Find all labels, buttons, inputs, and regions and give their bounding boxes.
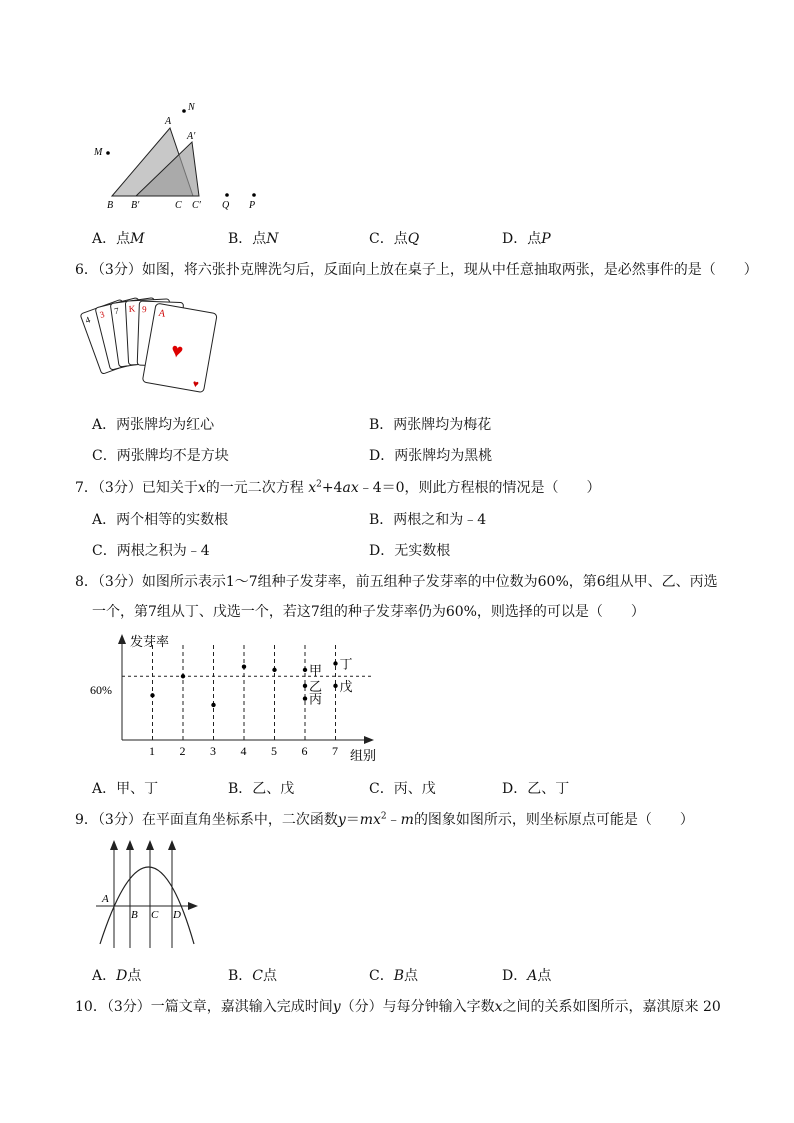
data-point <box>242 664 246 668</box>
data-point <box>181 674 185 678</box>
point-label: 丙 <box>309 691 323 707</box>
q9-option-b[interactable]: B．C点 <box>228 968 278 984</box>
x-tick-label: 7 <box>332 744 338 758</box>
data-point <box>272 668 276 672</box>
heart-icon: ♥ <box>169 339 185 364</box>
point-p <box>252 193 256 197</box>
label-a: A <box>102 893 109 905</box>
svg-text:♥: ♥ <box>191 378 200 391</box>
q8-stem-line-2: 一个，第7组从丁、戊选一个，若这7组的种子发芽率仍为60%，则选择的可以是（ ） <box>92 604 645 620</box>
data-point <box>211 703 215 707</box>
q7-stem: 7．（3分）已知关于x的一元二次方程 $x^2+4ax﹣4=0$，则此方程根的情况是（ ） <box>75 479 601 496</box>
point-label: 甲 <box>309 662 323 678</box>
label-q: Q <box>222 200 230 211</box>
data-point <box>333 661 337 665</box>
q7-option-c[interactable]: C．两根之积为﹣4 <box>92 543 210 559</box>
q7-option-d[interactable]: D．无实数根 <box>369 543 451 559</box>
label-d: D <box>173 909 181 921</box>
x-tick-label: 4 <box>240 744 247 758</box>
x-tick-label: 6 <box>301 744 308 758</box>
q5-option-c[interactable]: C．点Q <box>369 231 420 247</box>
q6-option-a[interactable]: A．两张牌均为红心 <box>92 417 215 433</box>
y-axis-label: 发芽率 <box>130 634 170 649</box>
q8-option-c[interactable]: C．丙、戊 <box>369 781 436 797</box>
q9-equation: $y=mx^2﹣m$ <box>337 811 414 828</box>
q5-triangle-figure <box>88 100 278 215</box>
x-tick-label: 3 <box>210 744 216 758</box>
data-point <box>303 684 307 688</box>
q5-option-d[interactable]: D．点P <box>502 231 551 247</box>
point-label: 丁 <box>339 656 353 672</box>
q8-option-d[interactable]: D．乙、丁 <box>502 781 570 797</box>
x-axis-label: 组别 <box>350 748 377 763</box>
q9-stem: 9．（3分）在平面直角坐标系中，二次函数$y=mx^2﹣m$的图象如图所示，则坐标原点可能是（ ） <box>75 811 694 828</box>
label-c-prime: C′ <box>192 200 201 211</box>
q6-option-d[interactable]: D．两张牌均为黑桃 <box>369 448 493 464</box>
svg-text:7: 7 <box>113 305 120 317</box>
point-n <box>182 109 186 113</box>
svg-text:K: K <box>128 303 136 314</box>
q5-option-a[interactable]: A．点M <box>92 231 145 247</box>
x-tick-label: 5 <box>271 744 277 758</box>
label-c: C <box>175 200 182 211</box>
svg-text:A: A <box>157 307 167 320</box>
point-label: 戊 <box>339 678 353 694</box>
q8-option-b[interactable]: B．乙、戊 <box>228 781 295 797</box>
card-6-heart-ace <box>142 303 217 393</box>
y-reference-label: 60% <box>90 683 112 697</box>
label-a-prime: A′ <box>187 131 196 142</box>
q6-option-c[interactable]: C．两张牌均不是方块 <box>92 448 229 464</box>
svg-text:9: 9 <box>141 304 147 315</box>
label-a: A <box>165 116 172 127</box>
q10-stem: 10．（3分）一篇文章，嘉淇输入完成时间y（分）与每分钟输入字数x之间的关系如图所示，嘉淇原来 20 <box>75 999 721 1015</box>
data-point <box>303 696 307 700</box>
x-tick-label: 2 <box>179 744 186 758</box>
y-axis-arrow <box>118 634 126 644</box>
label-c: C <box>151 909 159 921</box>
q8-stem-line-1: 8．（3分）如图所示表示1～7组种子发芽率，前五组种子发芽率的中位数为60%，第6组从甲、乙、丙选 <box>75 574 718 590</box>
x-axis-arrow <box>364 736 374 744</box>
data-point <box>333 684 337 688</box>
label-n: N <box>188 102 195 113</box>
q9-option-c[interactable]: C．B点 <box>369 968 419 984</box>
data-point <box>303 668 307 672</box>
horizontal-axis-arrow <box>188 902 198 910</box>
q9-parabola-figure <box>92 836 204 954</box>
data-point <box>150 693 154 697</box>
q8-option-a[interactable]: A．甲、丁 <box>92 781 159 797</box>
svg-text:3: 3 <box>98 309 106 320</box>
label-b: B <box>131 909 138 921</box>
point-q <box>225 193 229 197</box>
q7-option-a[interactable]: A．两个相等的实数根 <box>92 512 229 528</box>
point-m <box>106 151 110 155</box>
label-b: B <box>107 200 114 211</box>
q6-playing-cards-figure <box>83 296 217 396</box>
q9-option-d[interactable]: D．A点 <box>502 968 552 984</box>
x-tick-label: 1 <box>149 744 155 758</box>
label-m: M <box>94 147 103 158</box>
q6-option-b[interactable]: B．两张牌均为梅花 <box>369 417 492 433</box>
q8-germination-chart <box>88 630 398 768</box>
label-p: P <box>249 200 256 211</box>
q9-option-a[interactable]: A．D点 <box>92 968 142 984</box>
svg-text:4: 4 <box>83 314 92 326</box>
q7-equation: $x^2+4ax﹣4=0$ <box>308 479 405 496</box>
q6-stem: 6．（3分）如图，将六张扑克牌洗匀后，反面向上放在桌子上，现从中任意抽取两张，是必然事件的是（ ） <box>75 262 758 278</box>
q7-option-b[interactable]: B．两根之和为﹣4 <box>369 512 487 528</box>
q5-option-b[interactable]: B．点N <box>228 231 279 247</box>
label-b-prime: B′ <box>131 200 140 211</box>
point-label: 乙 <box>309 678 323 694</box>
